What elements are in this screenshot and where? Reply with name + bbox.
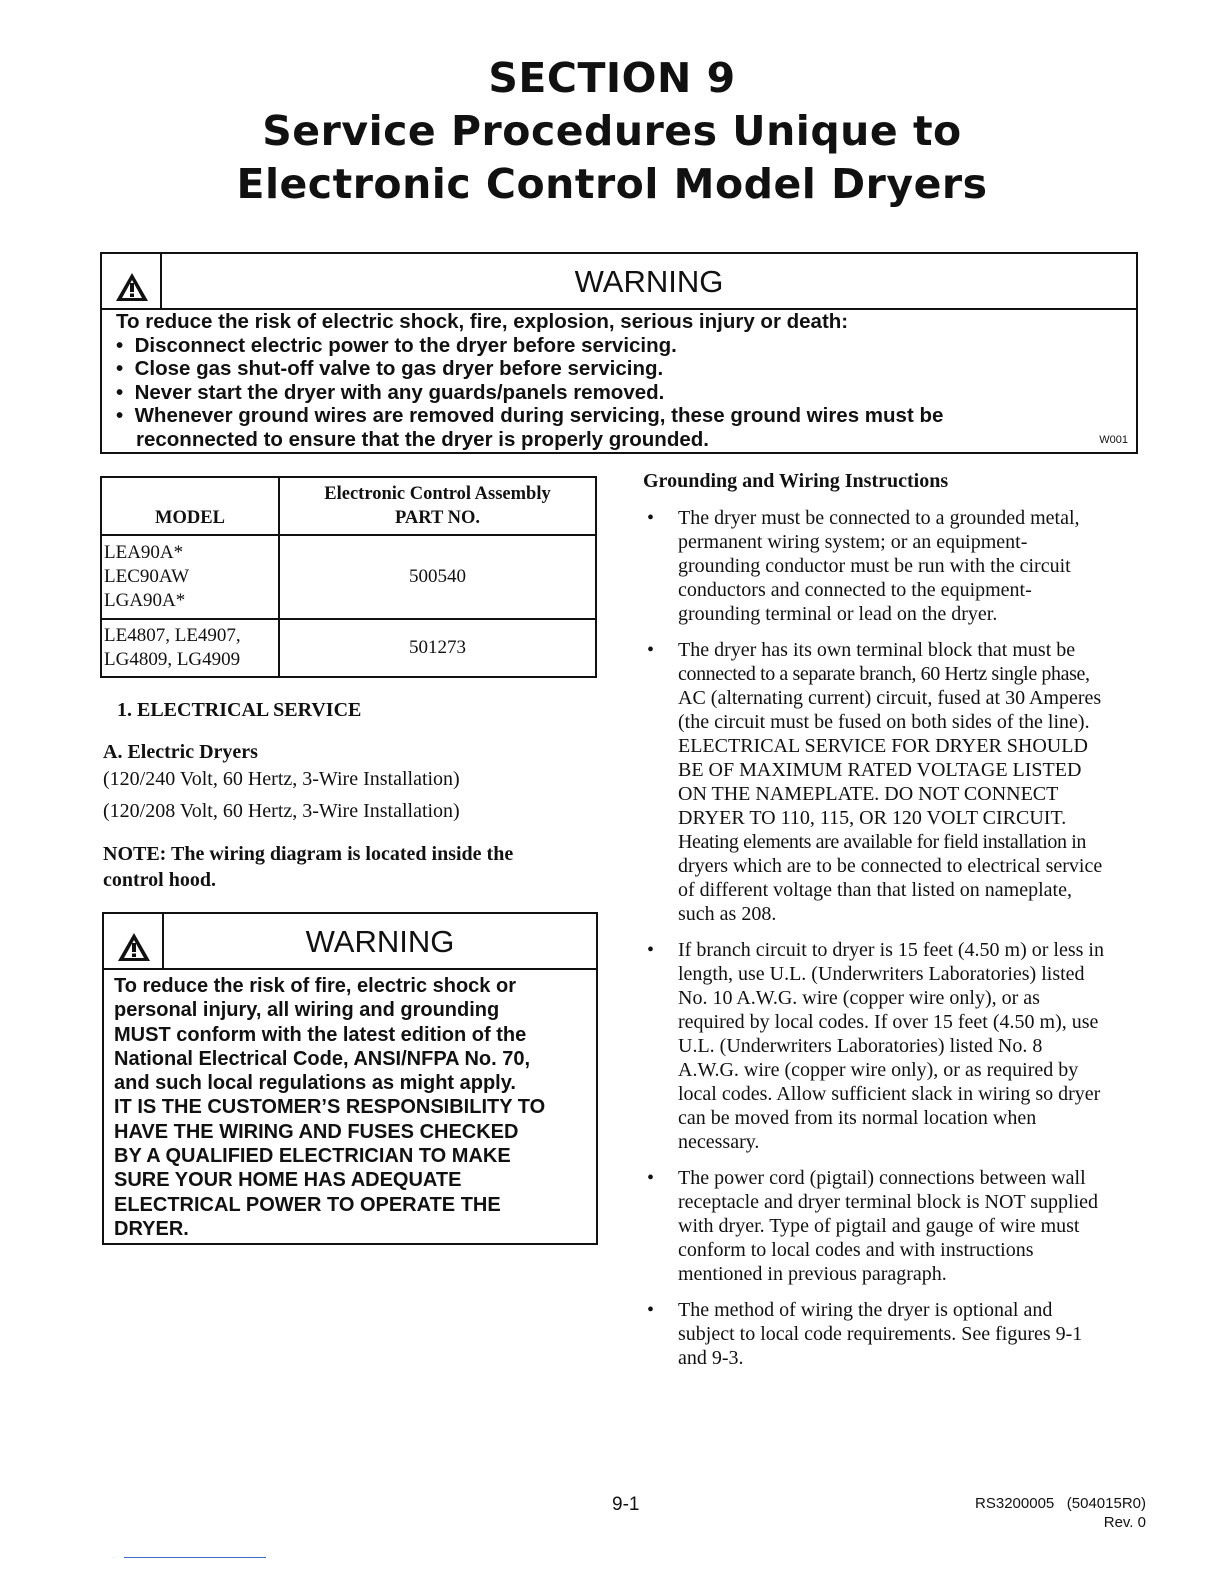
warning-box-main <box>100 252 1138 454</box>
page-number: 9-1 <box>612 1494 640 1515</box>
warning-triangle-icon <box>115 272 149 302</box>
model-cell: LE4807, LE4907, LG4809, LG4909 <box>101 619 279 677</box>
warning-header <box>102 254 1136 310</box>
voltage-line-2: (120/208 Volt, 60 Hertz, 3-Wire Installation) <box>103 800 460 822</box>
model-cell: LEA90A* LEC90AW LGA90A* <box>101 535 279 619</box>
table-row <box>101 535 596 619</box>
grounding-heading: Grounding and Wiring Instructions <box>643 470 949 492</box>
section-number: SECTION 9 <box>488 54 736 102</box>
document-number: RS3200005 (504015R0) Rev. 0 <box>975 1495 1146 1531</box>
parts-table <box>100 476 597 678</box>
list-item: • The dryer must be connected to a grounded metal, permanent wiring system; or an equipment- grounding conductor must be run with the circuit conductors and connected to the equipment- grounding terminal or lead on the dryer. <box>647 507 1080 625</box>
electrical-service-heading: 1. ELECTRICAL SERVICE <box>117 699 362 721</box>
warning-bullet: • Close gas shut-off valve to gas dryer before servicing. <box>116 357 664 380</box>
warning-header <box>104 914 596 970</box>
electric-dryers-subheading: A. Electric Dryers <box>103 741 258 763</box>
warning-bullet: • Whenever ground wires are removed during servicing, these ground wires must be <box>116 404 944 427</box>
column-header-part: Electronic Control Assembly PART NO. <box>279 477 596 535</box>
warning-code: W001 <box>1099 434 1128 446</box>
warning-body <box>116 310 1126 451</box>
voltage-line-1: (120/240 Volt, 60 Hertz, 3-Wire Installation) <box>103 768 460 790</box>
warning-title: WARNING <box>305 924 455 959</box>
warning-body: To reduce the risk of fire, electric shock or personal injury, all wiring and grounding MUST conform with the latest edition of the National Electrical Code, ANSI/NFPA No. 70, and such local regulations as might apply. IT IS THE CUSTOMER’S RESPONSIBILITY TO HAVE THE WIRING AND FUSES CHECKED BY A QUALIFIED ELECTRICIAN TO MAKE SURE YOUR HOME HAS ADEQUATE ELECTRICAL POWER TO OPERATE THE DRYER. <box>114 975 546 1240</box>
grounding-list <box>643 506 1143 1382</box>
warning-bullet-continued: reconnected to ensure that the dryer is properly grounded. <box>136 427 709 451</box>
warning-box-wiring <box>102 912 598 1245</box>
list-item: • If branch circuit to dryer is 15 feet (4.50 m) or less in length, use U.L. (Underwriters Laboratories) listed No. 10 A.W.G. wire (copper wire only), or as required by local codes. If over 15 feet (4.50 m), use U.L. (Underwriters Laboratories) listed No. 8 A.W.G. wire (copper wire only), or as required by local codes. Allow sufficient slack in wiring so dryer can be moved from its normal location when necessary. <box>647 939 1104 1153</box>
part-number-cell: 500540 <box>279 535 596 619</box>
warning-triangle-icon <box>117 932 151 962</box>
list-item: • The power cord (pigtail) connections between wall receptacle and dryer terminal block is NOT supplied with dryer. Type of pigtail and gauge of wire must conform to local codes and with instructions mentioned in previous paragraph. <box>647 1167 1099 1285</box>
column-header-model: MODEL <box>101 477 279 535</box>
page-title <box>0 52 1224 211</box>
list-item: • The dryer has its own terminal block that must be connected to a separate branch, 60 Hertz single phase, AC (alternating current) circuit, fused at 30 Amperes (the circuit must be fused on both sides of the line). ELECTRICAL SERVICE FOR DRYER SHOULD BE OF MAXIMUM RATED VOLTAGE LISTED ON THE NAMEPLATE. DO NOT CONNECT DRYER TO 110, 115, OR 120 VOLT CIRCUIT. Heating elements are available for field installation in dryers which are to be connected to electrical service of different voltage than that listed on nameplate, such as 208. <box>647 639 1103 925</box>
warning-bullet: • Disconnect electric power to the dryer before servicing. <box>116 333 677 357</box>
wiring-note: NOTE: The wiring diagram is located inside the control hood. <box>103 843 514 891</box>
table-row <box>101 619 596 677</box>
warning-title: WARNING <box>574 264 724 299</box>
part-number-cell: 501273 <box>279 619 596 677</box>
table-header-row <box>101 477 596 535</box>
title-line-1: Service Procedures Unique to <box>262 107 962 155</box>
title-line-2: Electronic Control Model Dryers <box>236 160 988 208</box>
warning-intro: To reduce the risk of electric shock, fire, explosion, serious injury or death: <box>116 310 849 333</box>
divider <box>124 1557 266 1558</box>
warning-bullet: • Never start the dryer with any guards/panels removed. <box>116 380 665 404</box>
list-item: • The method of wiring the dryer is optional and subject to local code requirements. See figures 9-1 and 9-3. <box>647 1299 1083 1369</box>
